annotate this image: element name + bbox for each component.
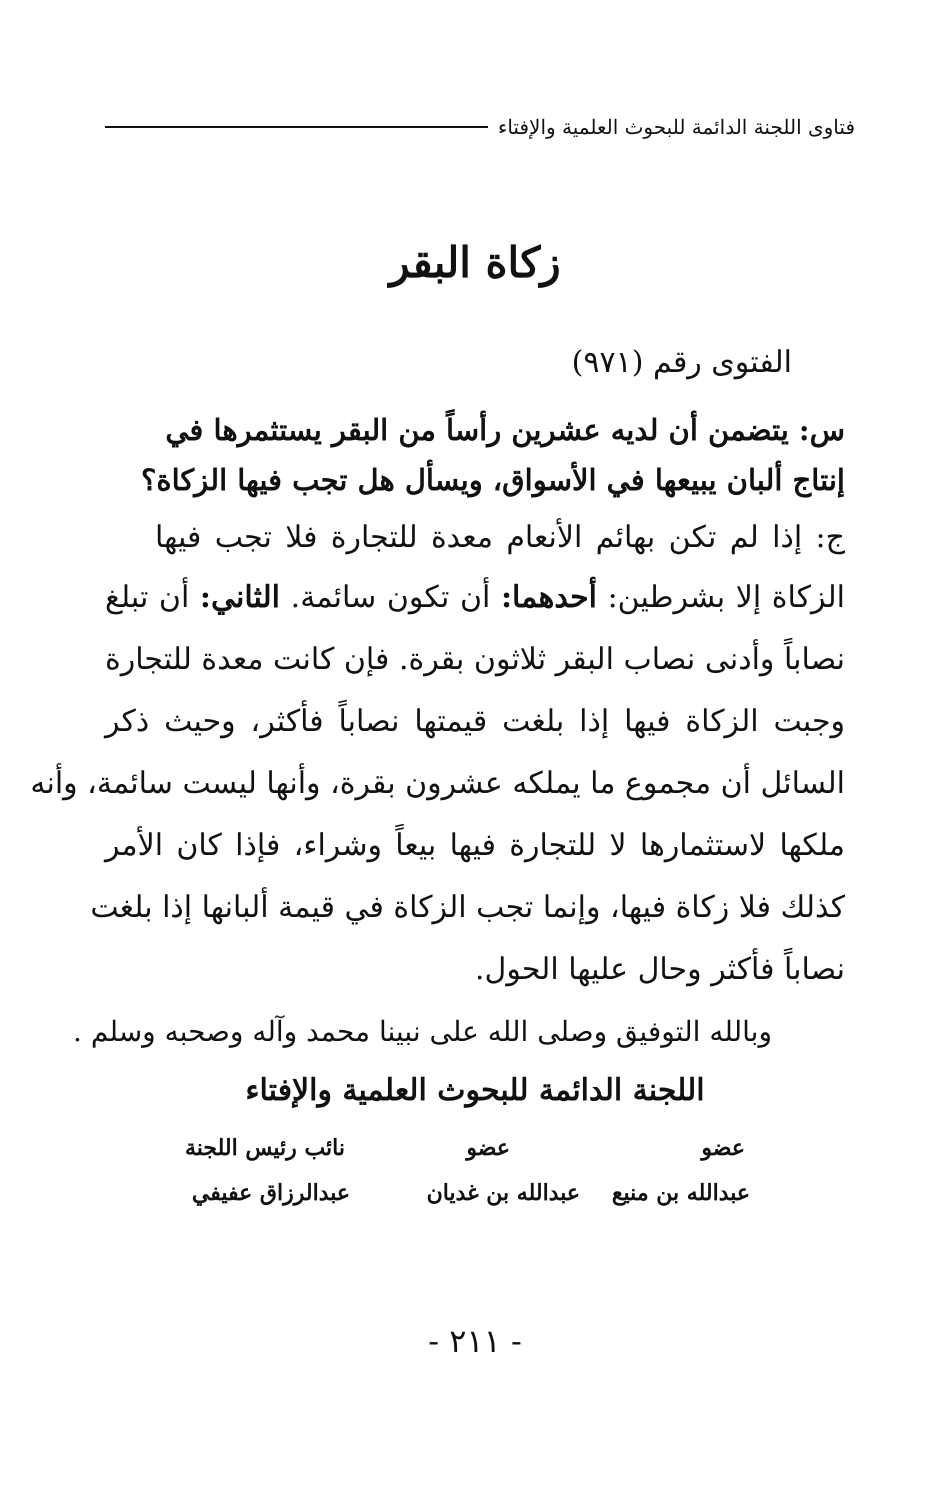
answer-line-3: نصاباً وأدنى نصاب البقر ثلاثون بقرة. فإن كانت معدة للتجارة (105, 642, 845, 677)
answer-line-4: وجبت الزكاة فيها إذا بلغت قيمتها نصاباً فأكثر، وحيث ذكر (105, 704, 845, 739)
answer-line-2-part-e: أن تبلغ (105, 580, 200, 615)
running-header (105, 112, 855, 142)
signatory-3-name: عبدالرزاق عفيفي (191, 1180, 350, 1206)
first-condition-label: أحدهما: (500, 580, 597, 615)
answer-line-1: ج: إذا لم تكن بهائم الأنعام معدة للتجارة فلا تجب فيها (155, 520, 845, 555)
answer-line-8: نصاباً فأكثر وحال عليها الحول. (474, 952, 845, 987)
signatory-3-role: نائب رئيس اللجنة (184, 1135, 345, 1161)
closing-statement: وبالله التوفيق وصلى الله على نبينا محمد وآله وصحبه وسلم . (73, 1015, 772, 1048)
answer-line-7: كذلك فلا زكاة فيها، وإنما تجب الزكاة في قيمة ألبانها إذا بلغت (90, 890, 845, 925)
page-number: - ٢١١ - (428, 1322, 522, 1360)
answer-line-5: السائل أن مجموع ما يملكه عشرون بقرة، وأنها ليست سائمة، وأنه (30, 766, 845, 801)
question-line-2: إنتاج ألبان يبيعها في الأسواق، ويسأل هل تجب فيها الزكاة؟ (141, 463, 845, 497)
second-condition-label: الثاني: (199, 580, 281, 615)
signatory-2-role: عضو (466, 1135, 510, 1161)
answer-line-2-part-c: أن تكون سائمة. (280, 580, 501, 615)
fatwa-number: الفتوى رقم (٩٧١) (571, 345, 792, 380)
answer-line-2-part-a: الزكاة إلا بشرطين: (596, 580, 845, 615)
question-line-1: س: يتضمن أن لديه عشرين رأساً من البقر يستثمرها في (165, 413, 845, 447)
header-rule (105, 126, 488, 128)
committee-name: اللجنة الدائمة للبحوث العلمية والإفتاء (245, 1073, 705, 1108)
running-title: فتاوى اللجنة الدائمة للبحوث العلمية والإفتاء (497, 115, 855, 139)
signatory-2-name: عبدالله بن غديان (426, 1180, 580, 1206)
signatory-1-role: عضو (701, 1135, 745, 1161)
answer-line-2 (105, 578, 845, 618)
answer-line-6: ملكها لاستثمارها لا للتجارة فيها بيعاً وشراء، فإذا كان الأمر (105, 828, 845, 863)
signatory-1-name: عبدالله بن منيع (611, 1180, 750, 1206)
page-title: زكاة البقر (389, 238, 561, 287)
